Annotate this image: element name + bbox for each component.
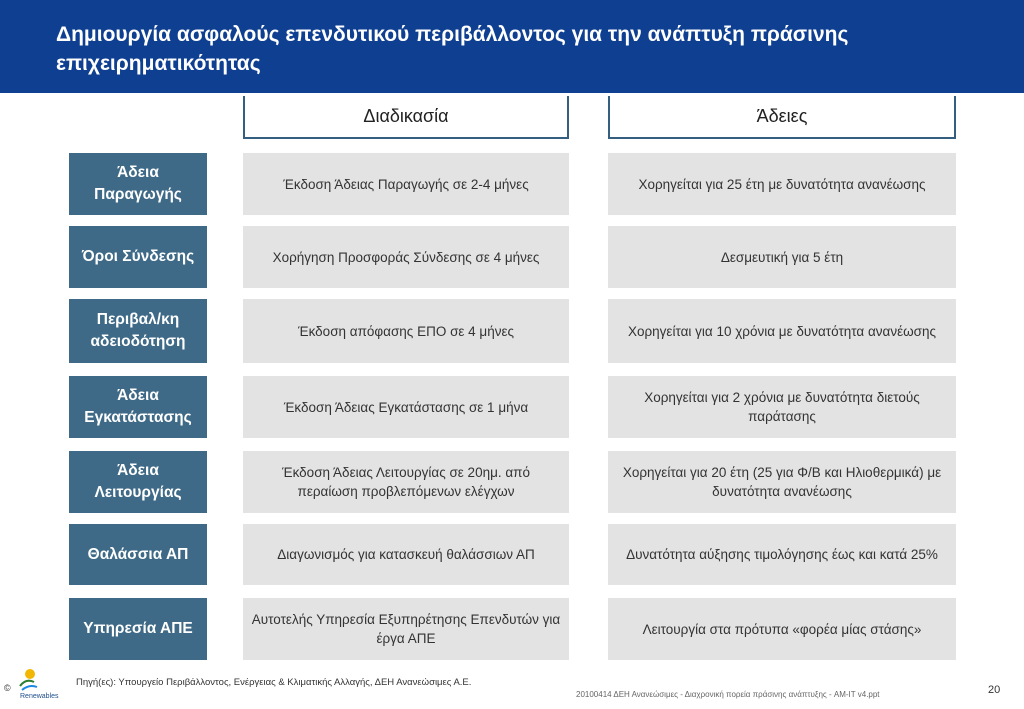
license-cell-res-service: Λειτουργία στα πρότυπα «φορέα μίας στάσης» xyxy=(608,598,956,660)
source-note: Πηγή(ες): Υπουργείο Περιβάλλοντος, Ενέργειας & Κλιματικής Αλλαγής, ΔΕΗ Ανανεώσιμες Α.Ε. xyxy=(76,677,472,688)
row-label-production-license: Άδεια Παραγωγής xyxy=(69,153,207,215)
column-header-licenses: Άδειες xyxy=(608,96,956,139)
row-label-res-service: Υπηρεσία ΑΠΕ xyxy=(69,598,207,660)
process-cell-res-service: Αυτοτελής Υπηρεσία Εξυπηρέτησης Επενδυτών για έργα ΑΠΕ xyxy=(243,598,569,660)
copyright-mark: © xyxy=(4,683,11,693)
row-label-operation-license: Άδεια Λειτουργίας xyxy=(69,451,207,513)
slide-title: Δημιουργία ασφαλούς επενδυτικού περιβάλλοντος για την ανάπτυξη πράσινης επιχειρηματικότητας xyxy=(56,23,849,75)
license-cell-operation-license: Χορηγείται για 20 έτη (25 για Φ/Β και Ηλιοθερμικά) με δυνατότητα ανανέωσης xyxy=(608,451,956,513)
row-label-connection-terms: Όροι Σύνδεσης xyxy=(69,226,207,288)
license-cell-installation-license: Χορηγείται για 2 χρόνια με δυνατότητα διετούς παράτασης xyxy=(608,376,956,438)
license-cell-connection-terms: Δεσμευτική για 5 έτη xyxy=(608,226,956,288)
row-label-offshore-res: Θαλάσσια ΑΠ xyxy=(69,524,207,585)
process-cell-environmental-licensing: Έκδοση απόφασης ΕΠΟ σε 4 μήνες xyxy=(243,299,569,363)
license-cell-offshore-res: Δυνατότητα αύξησης τιμολόγησης έως και κατά 25% xyxy=(608,524,956,585)
logo-wordmark: Renewables xyxy=(20,693,59,700)
page-number: 20 xyxy=(988,684,1001,696)
column-header-process: Διαδικασία xyxy=(243,96,569,139)
license-cell-production-license: Χορηγείται για 25 έτη με δυνατότητα ανανέωσης xyxy=(608,153,956,215)
row-label-installation-license: Άδεια Εγκατάστασης xyxy=(69,376,207,438)
footer-filename: 20100414 ΔΕΗ Ανανεώσιμες - Διαχρονική πορεία πράσινης ανάπτυξης - AM-IT v4.ppt xyxy=(576,690,880,699)
title-bar xyxy=(0,0,1024,93)
process-cell-connection-terms: Χορήγηση Προσφοράς Σύνδεσης σε 4 μήνες xyxy=(243,226,569,288)
process-cell-installation-license: Έκδοση Άδειας Εγκατάστασης σε 1 μήνα xyxy=(243,376,569,438)
process-cell-offshore-res: Διαγωνισμός για κατασκευή θαλάσσιων ΑΠ xyxy=(243,524,569,585)
license-cell-environmental-licensing: Χορηγείται για 10 χρόνια με δυνατότητα ανανέωσης xyxy=(608,299,956,363)
row-label-environmental-licensing: Περιβαλ/κη αδειοδότηση xyxy=(69,299,207,363)
process-cell-operation-license: Έκδοση Άδειας Λειτουργίας σε 20ημ. από περαίωση προβλεπόμενων ελέγχων xyxy=(243,451,569,513)
process-cell-production-license: Έκδοση Άδειας Παραγωγής σε 2-4 μήνες xyxy=(243,153,569,215)
company-logo xyxy=(4,664,64,704)
